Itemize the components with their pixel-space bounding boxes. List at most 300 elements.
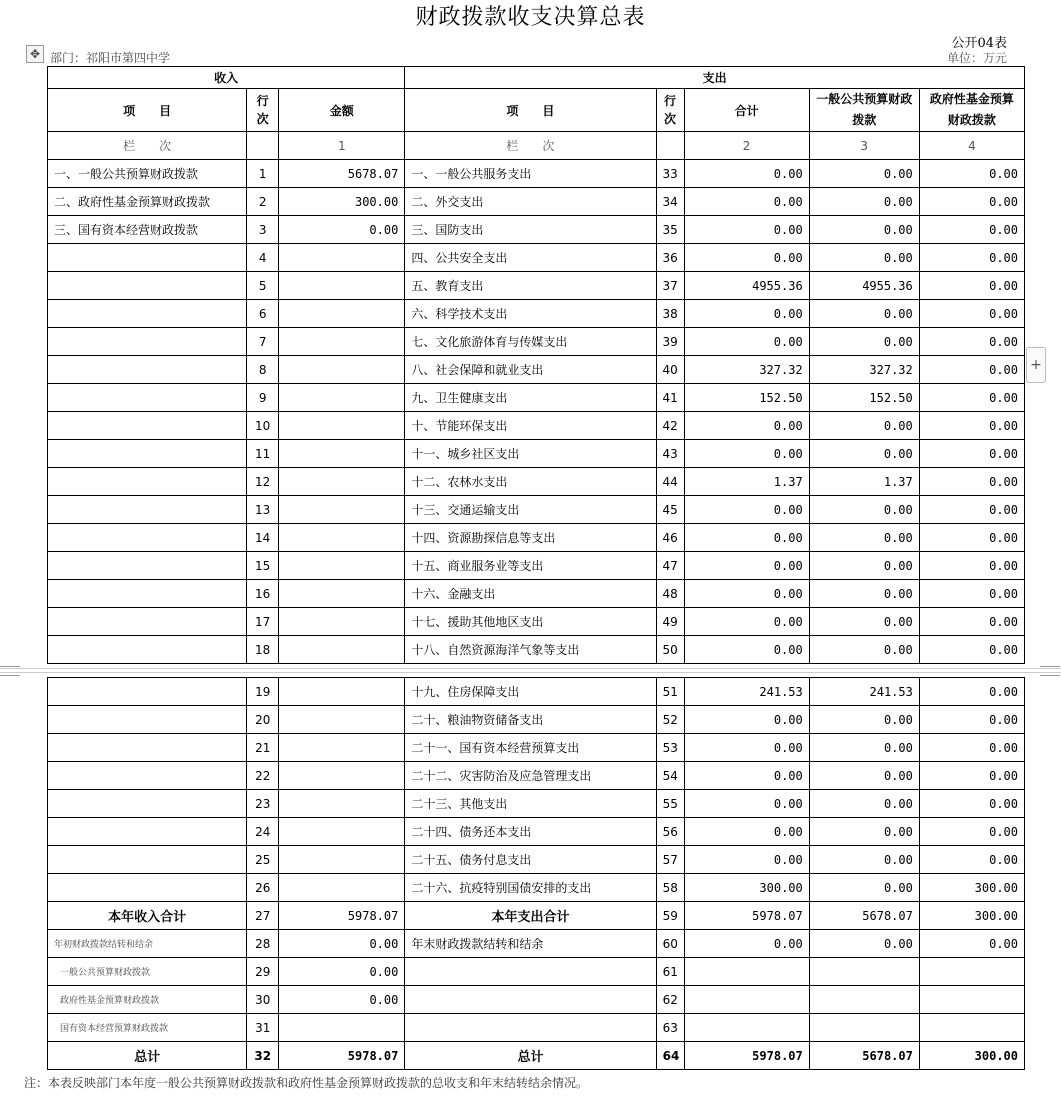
sub-item-amount: 0.00 <box>279 958 405 986</box>
line-number: 18 <box>247 636 279 664</box>
expense-general: 0.00 <box>809 818 919 846</box>
line-number: 56 <box>656 818 684 846</box>
beginning-balance-label: 年初财政拨款结转和结余 <box>48 930 247 958</box>
expense-fund: 0.00 <box>919 524 1024 552</box>
expense-general: 0.00 <box>809 216 919 244</box>
add-column-icon[interactable]: + <box>1026 347 1046 383</box>
income-amount <box>279 384 405 412</box>
line-number: 46 <box>656 524 684 552</box>
line-number: 55 <box>656 790 684 818</box>
expense-general: 0.00 <box>809 244 919 272</box>
expense-general: 241.53 <box>809 678 919 706</box>
table-row <box>48 986 1025 1014</box>
carryover-row <box>48 930 1025 958</box>
income-item: 二、政府性基金预算财政拨款 <box>48 188 247 216</box>
line-number: 38 <box>656 300 684 328</box>
expense-item: 十八、自然资源海洋气象等支出 <box>405 636 656 664</box>
expense-general <box>809 1014 919 1042</box>
expense-total: 0.00 <box>684 440 809 468</box>
income-amount <box>279 678 405 706</box>
line-number: 21 <box>247 734 279 762</box>
line-number: 45 <box>656 496 684 524</box>
line-number: 44 <box>656 468 684 496</box>
income-amount <box>279 440 405 468</box>
line-number: 42 <box>656 412 684 440</box>
table-row <box>48 300 1025 328</box>
income-amount <box>279 636 405 664</box>
expense-fund: 0.00 <box>919 468 1024 496</box>
table-row <box>48 636 1025 664</box>
table-row <box>48 188 1025 216</box>
expense-total: 0.00 <box>684 636 809 664</box>
expense-item: 五、教育支出 <box>405 272 656 300</box>
expense-fund: 0.00 <box>919 636 1024 664</box>
expense-general <box>809 986 919 1014</box>
expense-fund: 0.00 <box>919 160 1024 188</box>
expense-total <box>684 958 809 986</box>
table-move-handle-icon[interactable]: ✥ <box>26 45 44 63</box>
table-row <box>48 244 1025 272</box>
line-number: 33 <box>656 160 684 188</box>
income-item <box>48 272 247 300</box>
expense-total: 0.00 <box>684 706 809 734</box>
ending-balance-total: 0.00 <box>684 930 809 958</box>
unit-label: 单位：万元 <box>946 51 1007 65</box>
expense-item: 三、国防支出 <box>405 216 656 244</box>
line-number: 14 <box>247 524 279 552</box>
table-row <box>48 216 1025 244</box>
sub-item-amount: 0.00 <box>279 986 405 1014</box>
line-number: 40 <box>656 356 684 384</box>
expense-fund <box>919 986 1024 1014</box>
income-item: 三、国有资本经营财政拨款 <box>48 216 247 244</box>
expense-total: 152.50 <box>684 384 809 412</box>
expense-fund: 0.00 <box>919 384 1024 412</box>
expense-item: 二十二、灾害防治及应急管理支出 <box>405 762 656 790</box>
table-row <box>48 1014 1025 1042</box>
income-item <box>48 678 247 706</box>
expense-general <box>809 958 919 986</box>
expense-fund: 0.00 <box>919 762 1024 790</box>
income-amount <box>279 524 405 552</box>
expense-total: 0.00 <box>684 328 809 356</box>
expense-fund: 0.00 <box>919 496 1024 524</box>
line-number: 24 <box>247 818 279 846</box>
expense-grand-general: 5678.07 <box>809 1042 919 1070</box>
income-amount <box>279 272 405 300</box>
expense-item: 十、节能环保支出 <box>405 412 656 440</box>
table-row <box>48 412 1025 440</box>
line-number: 48 <box>656 580 684 608</box>
expense-item: 十九、住房保障支出 <box>405 678 656 706</box>
line-number: 62 <box>656 986 684 1014</box>
ending-balance-general: 0.00 <box>809 930 919 958</box>
expense-general: 0.00 <box>809 496 919 524</box>
expense-general: 0.00 <box>809 524 919 552</box>
income-item <box>48 468 247 496</box>
sub-item-label: 一般公共预算财政拨款 <box>48 958 247 986</box>
income-amount <box>279 706 405 734</box>
line-number: 54 <box>656 762 684 790</box>
income-amount: 5678.07 <box>279 160 405 188</box>
lanci-label: 栏 次 <box>405 132 656 160</box>
budget-table-page1 <box>47 66 1025 664</box>
table-row <box>48 762 1025 790</box>
expense-fund: 0.00 <box>919 790 1024 818</box>
expense-total: 241.53 <box>684 678 809 706</box>
line-number: 10 <box>247 412 279 440</box>
line-number: 8 <box>247 356 279 384</box>
expense-general: 4955.36 <box>809 272 919 300</box>
expense-total: 0.00 <box>684 412 809 440</box>
line-number: 16 <box>247 580 279 608</box>
line-number: 7 <box>247 328 279 356</box>
expense-total: 0.00 <box>684 496 809 524</box>
expense-item: 二十一、国有资本经营预算支出 <box>405 734 656 762</box>
expense-item: 十七、援助其他地区支出 <box>405 608 656 636</box>
income-item <box>48 440 247 468</box>
line-number: 23 <box>247 790 279 818</box>
income-item <box>48 762 247 790</box>
expense-item: 二十六、抗疫特别国债安排的支出 <box>405 874 656 902</box>
expense-general: 0.00 <box>809 552 919 580</box>
col-index-2: 2 <box>684 132 809 160</box>
expense-fund: 0.00 <box>919 300 1024 328</box>
table-row <box>48 958 1025 986</box>
income-amount <box>279 468 405 496</box>
income-amount <box>279 874 405 902</box>
line-number: 5 <box>247 272 279 300</box>
expense-general: 0.00 <box>809 608 919 636</box>
expense-total: 0.00 <box>684 580 809 608</box>
expense-total: 0.00 <box>684 846 809 874</box>
income-amount <box>279 244 405 272</box>
income-header: 收入 <box>48 67 405 89</box>
line-number: 2 <box>247 188 279 216</box>
expense-total-header: 合计 <box>684 89 809 132</box>
income-item <box>48 328 247 356</box>
expense-grand-label: 总计 <box>405 1042 656 1070</box>
expense-general: 0.00 <box>809 846 919 874</box>
expense-item <box>405 958 656 986</box>
line-number: 34 <box>656 188 684 216</box>
line-number: 31 <box>247 1014 279 1042</box>
table-row <box>48 678 1025 706</box>
line-number: 49 <box>656 608 684 636</box>
expense-fund: 0.00 <box>919 608 1024 636</box>
expense-item: 四、公共安全支出 <box>405 244 656 272</box>
line-number: 3 <box>247 216 279 244</box>
line-number: 26 <box>247 874 279 902</box>
expense-item: 二十五、债务付息支出 <box>405 846 656 874</box>
expense-grand-total: 5978.07 <box>684 1042 809 1070</box>
expense-fund: 0.00 <box>919 734 1024 762</box>
grand-total-row <box>48 1042 1025 1070</box>
table-row <box>48 734 1025 762</box>
expense-total: 300.00 <box>684 874 809 902</box>
expense-general: 0.00 <box>809 412 919 440</box>
gov-fund-header: 政府性基金预算财政拨款 <box>919 89 1024 132</box>
income-amount: 300.00 <box>279 188 405 216</box>
line-number: 50 <box>656 636 684 664</box>
expense-total: 1.37 <box>684 468 809 496</box>
expense-general: 0.00 <box>809 188 919 216</box>
line-number: 61 <box>656 958 684 986</box>
income-amount <box>279 580 405 608</box>
expense-item: 六、科学技术支出 <box>405 300 656 328</box>
income-amount <box>279 846 405 874</box>
income-item <box>48 790 247 818</box>
income-item <box>48 580 247 608</box>
expense-general: 0.00 <box>809 160 919 188</box>
income-amount <box>279 328 405 356</box>
expense-item-header: 项 目 <box>405 89 656 132</box>
sub-item-label: 国有资本经营预算财政拨款 <box>48 1014 247 1042</box>
table-row <box>48 356 1025 384</box>
expense-fund: 0.00 <box>919 818 1024 846</box>
table-row <box>48 580 1025 608</box>
expense-fund: 0.00 <box>919 440 1024 468</box>
expense-fund: 0.00 <box>919 552 1024 580</box>
expense-general: 152.50 <box>809 384 919 412</box>
table-row <box>48 524 1025 552</box>
expense-fund <box>919 958 1024 986</box>
income-item <box>48 552 247 580</box>
line-number: 17 <box>247 608 279 636</box>
income-amount <box>279 762 405 790</box>
income-item <box>48 384 247 412</box>
expense-total: 0.00 <box>684 608 809 636</box>
expense-total: 0.00 <box>684 160 809 188</box>
line-number: 32 <box>247 1042 279 1070</box>
line-number: 47 <box>656 552 684 580</box>
income-item <box>48 356 247 384</box>
expense-fund: 0.00 <box>919 580 1024 608</box>
line-number: 64 <box>656 1042 684 1070</box>
expense-item: 十五、商业服务业等支出 <box>405 552 656 580</box>
table-row <box>48 790 1025 818</box>
expense-item: 八、社会保障和就业支出 <box>405 356 656 384</box>
ending-balance-fund: 0.00 <box>919 930 1024 958</box>
table-row <box>48 608 1025 636</box>
expense-general: 0.00 <box>809 636 919 664</box>
expense-general: 0.00 <box>809 580 919 608</box>
line-number: 57 <box>656 846 684 874</box>
expense-general: 0.00 <box>809 874 919 902</box>
line-number: 43 <box>656 440 684 468</box>
income-item <box>48 496 247 524</box>
beginning-balance-amount: 0.00 <box>279 930 405 958</box>
line-number: 25 <box>247 846 279 874</box>
line-number: 41 <box>656 384 684 412</box>
page-break <box>0 666 1061 676</box>
expense-total-general: 5678.07 <box>809 902 919 930</box>
expense-general: 0.00 <box>809 706 919 734</box>
expense-fund: 0.00 <box>919 188 1024 216</box>
col-index-1: 1 <box>279 132 405 160</box>
line-number: 27 <box>247 902 279 930</box>
table-row <box>48 328 1025 356</box>
income-amount <box>279 356 405 384</box>
expense-total: 4955.36 <box>684 272 809 300</box>
line-number: 39 <box>656 328 684 356</box>
income-line-header: 行次 <box>247 89 279 132</box>
table-row <box>48 818 1025 846</box>
line-number: 63 <box>656 1014 684 1042</box>
expense-general: 327.32 <box>809 356 919 384</box>
expense-item: 九、卫生健康支出 <box>405 384 656 412</box>
income-amount <box>279 790 405 818</box>
line-number: 1 <box>247 160 279 188</box>
expense-item <box>405 1014 656 1042</box>
expense-general: 0.00 <box>809 790 919 818</box>
income-item <box>48 846 247 874</box>
income-item: 一、一般公共预算财政拨款 <box>48 160 247 188</box>
table-row <box>48 384 1025 412</box>
expense-item: 十六、金融支出 <box>405 580 656 608</box>
expense-general: 1.37 <box>809 468 919 496</box>
expense-total: 0.00 <box>684 216 809 244</box>
expense-fund: 0.00 <box>919 356 1024 384</box>
table-row <box>48 552 1025 580</box>
expense-total: 0.00 <box>684 524 809 552</box>
line-number: 35 <box>656 216 684 244</box>
expense-fund: 0.00 <box>919 706 1024 734</box>
line-number: 51 <box>656 678 684 706</box>
expense-total: 0.00 <box>684 734 809 762</box>
expense-line-header: 行次 <box>656 89 684 132</box>
income-amount <box>279 552 405 580</box>
income-item <box>48 412 247 440</box>
expense-item: 二、外交支出 <box>405 188 656 216</box>
income-grand-label: 总计 <box>48 1042 247 1070</box>
expense-item <box>405 986 656 1014</box>
line-number: 59 <box>656 902 684 930</box>
income-amount <box>279 608 405 636</box>
line-number: 58 <box>656 874 684 902</box>
income-item <box>48 874 247 902</box>
expense-general: 0.00 <box>809 762 919 790</box>
expense-fund: 0.00 <box>919 328 1024 356</box>
line-number: 19 <box>247 678 279 706</box>
income-item <box>48 608 247 636</box>
income-item <box>48 706 247 734</box>
expense-total-label: 本年支出合计 <box>405 902 656 930</box>
expense-item: 七、文化旅游体育与传媒支出 <box>405 328 656 356</box>
ending-balance-label: 年末财政拨款结转和结余 <box>405 930 656 958</box>
expense-item: 十二、农林水支出 <box>405 468 656 496</box>
line-number: 36 <box>656 244 684 272</box>
expense-total: 0.00 <box>684 188 809 216</box>
income-item-header: 项 目 <box>48 89 247 132</box>
line-number: 22 <box>247 762 279 790</box>
income-amount: 0.00 <box>279 216 405 244</box>
expense-general: 0.00 <box>809 300 919 328</box>
department-label: 部门：祁阳市第四中学 <box>50 51 171 65</box>
sub-item-label: 政府性基金预算财政拨款 <box>48 986 247 1014</box>
income-total-amount: 5978.07 <box>279 902 405 930</box>
income-item <box>48 244 247 272</box>
page-title: 财政拨款收支决算总表 <box>415 5 646 30</box>
expense-fund <box>919 1014 1024 1042</box>
col-index-3: 3 <box>809 132 919 160</box>
expense-total: 0.00 <box>684 790 809 818</box>
expense-total: 0.00 <box>684 762 809 790</box>
expense-total: 0.00 <box>684 244 809 272</box>
line-number: 30 <box>247 986 279 1014</box>
expense-item: 二十三、其他支出 <box>405 790 656 818</box>
expense-item: 十一、城乡社区支出 <box>405 440 656 468</box>
income-amount <box>279 496 405 524</box>
expense-fund: 0.00 <box>919 412 1024 440</box>
table-row <box>48 468 1025 496</box>
footnote: 注：本表反映部门本年度一般公共预算财政拨款和政府性基金预算财政拨款的总收支和年末结转结余情况。 <box>24 1076 589 1090</box>
table-row <box>48 496 1025 524</box>
expense-total: 0.00 <box>684 818 809 846</box>
line-number: 28 <box>247 930 279 958</box>
income-amount-header: 金额 <box>279 89 405 132</box>
expense-general: 0.00 <box>809 440 919 468</box>
sub-item-amount <box>279 1014 405 1042</box>
line-number: 20 <box>247 706 279 734</box>
expense-total <box>684 986 809 1014</box>
line-number: 9 <box>247 384 279 412</box>
income-item <box>48 818 247 846</box>
income-grand-amount: 5978.07 <box>279 1042 405 1070</box>
expense-total <box>684 1014 809 1042</box>
col-index-4: 4 <box>919 132 1024 160</box>
income-amount <box>279 818 405 846</box>
expense-general: 0.00 <box>809 328 919 356</box>
income-item <box>48 734 247 762</box>
table-row <box>48 874 1025 902</box>
expense-fund: 0.00 <box>919 846 1024 874</box>
table-row <box>48 440 1025 468</box>
expense-total: 0.00 <box>684 552 809 580</box>
line-number: 37 <box>656 272 684 300</box>
income-item <box>48 300 247 328</box>
expense-item: 十三、交通运输支出 <box>405 496 656 524</box>
line-number: 53 <box>656 734 684 762</box>
line-number: 11 <box>247 440 279 468</box>
income-amount <box>279 734 405 762</box>
table-row <box>48 272 1025 300</box>
expense-general: 0.00 <box>809 734 919 762</box>
table-row <box>48 846 1025 874</box>
expense-fund: 0.00 <box>919 216 1024 244</box>
line-number: 12 <box>247 468 279 496</box>
budget-table-page2 <box>47 677 1025 1070</box>
expense-fund: 0.00 <box>919 244 1024 272</box>
expense-item: 十四、资源勘探信息等支出 <box>405 524 656 552</box>
table-row <box>48 706 1025 734</box>
line-number: 4 <box>247 244 279 272</box>
expense-header: 支出 <box>405 67 1025 89</box>
table-number: 公开04表 <box>951 36 1007 51</box>
expense-fund: 0.00 <box>919 272 1024 300</box>
general-budget-header: 一般公共预算财政拨款 <box>809 89 919 132</box>
annual-total-row <box>48 902 1025 930</box>
expense-total: 327.32 <box>684 356 809 384</box>
expense-fund: 300.00 <box>919 874 1024 902</box>
income-item <box>48 636 247 664</box>
expense-total-amount: 5978.07 <box>684 902 809 930</box>
line-number: 52 <box>656 706 684 734</box>
expense-fund: 0.00 <box>919 678 1024 706</box>
income-amount <box>279 412 405 440</box>
expense-total-fund: 300.00 <box>919 902 1024 930</box>
expense-item: 二十四、债务还本支出 <box>405 818 656 846</box>
